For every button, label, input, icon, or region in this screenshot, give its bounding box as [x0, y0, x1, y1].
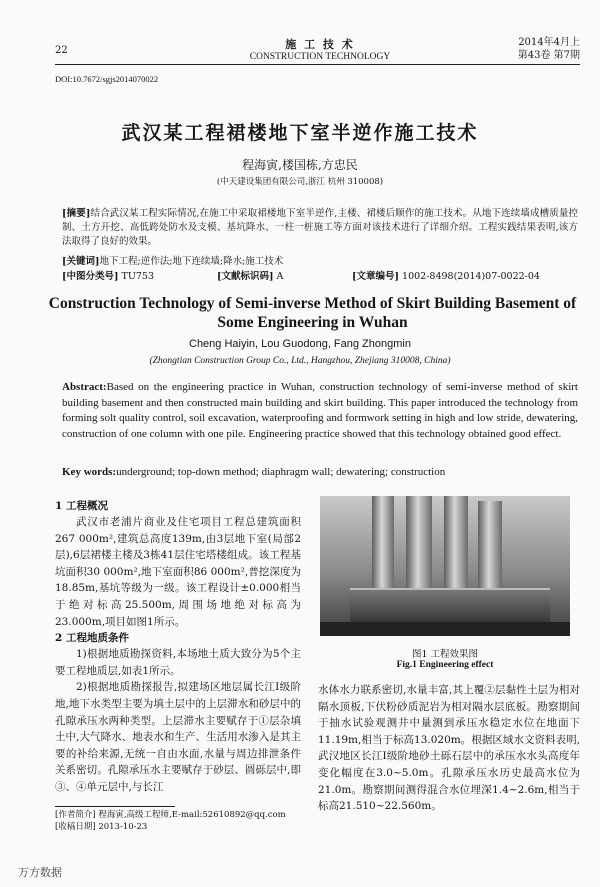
abstract-cn-label: [摘要] [62, 208, 91, 219]
abstract-cn [62, 207, 578, 250]
ground-shape [320, 622, 570, 636]
left-column [55, 498, 301, 796]
section1-text: 武汉市老浦片商业及住宅项目工程总建筑面积267 000m²,建筑总高度139m,由3层地下室(局部2层),6层裙楼主楼及3栋41层住宅塔楼组成。该工程基坑面积30 000m²,地下室面积86 000m²,普挖深度为18.85m,基坑等级为一级。该工程设计±0.000相当于绝对标高25.500m,周围场地绝对标高为23.000m,项目如图1所示。 [55, 516, 301, 628]
keywords-cn [62, 255, 578, 269]
classification-row [62, 270, 578, 284]
section2-heading: 2 工程地质条件 [55, 632, 129, 645]
abstract-en-text: Based on the engineering practice in Wuhan, construction technology of semi-inverse method of skirt building basement and then constructed main building and skirt building. This paper introduced the technology from forming solt quality control, soil excavation, waterproofing and formwork setting in high and low stride, dewatering, construction of one column with one pile. Engineering practice showed that this technology obtained good effect. [62, 381, 578, 440]
figure-caption-en: Fig.1 Engineering effect [396, 660, 494, 670]
keywords-en-text: underground; top-down method; diaphragm wall; dewatering; construction [116, 466, 446, 478]
figure-caption-cn: 图1 工程效果图 [411, 649, 479, 660]
podium-shape [350, 588, 550, 626]
journal-name-cn: 施 工 技 术 [285, 38, 355, 51]
footnote-author: [作者简介] 程海寅,高级工程师,E-mail:52610892@qq.com [55, 810, 286, 820]
article-no-value: 1002-8498(2014)07-0022-04 [402, 271, 540, 282]
keywords-cn-label: [关键词] [62, 256, 100, 267]
keywords-en-label: Key words: [62, 466, 117, 478]
right-column-text: 水体水力联系密切,水量丰富,其上覆②层黏性土层为相对隔水顶板,下伏粉砂质泥岩为相对隔水层底板。勘察期间于抽水试验观测井中量测到承压水稳定水位在地面下11.19m,相当于标高13.020m。根据区域水文资料表明,武汉地区长江Ⅰ级阶地砂土砾石层中的承压水水头高度年变化幅度在3.0~5.0m。孔隙承压水历史最高水位为21.0m。勘察期间测得混合水位埋深1.4~2.6m,相当于标高21.510~22.560m。 [318, 684, 580, 813]
footnote-received: [收稿日期] 2013-10-23 [55, 822, 148, 832]
abstract-en [62, 380, 578, 442]
section2-item2: 2)根据地质勘探报告,拟建场区地层属长江Ⅰ级阶地,地下水类型主要为填土层中的上层滞水和砂层中的孔隙承压水两种类型。上层滞水主要赋存于①层杂填土中,大气降水、地表水和生产、生活用水渗入是其主要的补给来源,无统一自由水面,水量与周边排泄条件关系密切。孔隙承压水主要赋存于砂层、圆砾层中,即③、④单元层中,与长江 [55, 681, 301, 793]
watermark: 万方数据 [18, 866, 62, 879]
section2-item1: 1)根据地质勘探资料,本场地土质大致分为5个主要工程地质层,如表1所示。 [55, 648, 301, 677]
header-rule [55, 64, 580, 65]
journal-name-en: CONSTRUCTION TECHNOLOGY [249, 52, 391, 62]
article-no-label: [文章编号] [352, 271, 399, 282]
authors-en: Cheng Haiyin, Lou Guodong, Fang Zhongmin [189, 338, 411, 350]
doc-code-label: [文献标识码] [217, 271, 274, 282]
keywords-en [62, 465, 578, 481]
section1-heading: 1 工程概况 [55, 500, 108, 512]
keywords-cn-text: 地下工程;逆作法;地下连续墙;降水;施工技术 [99, 256, 284, 267]
volume-issue: 第43卷 第7期 [517, 50, 580, 61]
page-number: 22 [55, 45, 68, 56]
clc-value: TU753 [121, 271, 155, 282]
clc-label: [中图分类号] [62, 271, 119, 282]
abstract-en-label: Abstract: [62, 381, 107, 393]
authors-cn: 程海寅,楼国栋,方忠民 [242, 158, 358, 172]
title-en: Construction Technology of Semi-inverse Method of Skirt Building Basement of Some Engineering in Wuhan [48, 295, 577, 331]
doc-code-value: A [276, 271, 284, 282]
affiliation-cn: (中天建设集团有限公司,浙江 杭州 310008) [216, 177, 384, 187]
footnote-rule [55, 806, 175, 807]
affiliation-en: (Zhongtian Construction Group Co., Ltd., Hangzhou, Zhejiang 310008, China) [149, 356, 451, 366]
title-cn: 武汉某工程裙楼地下室半逆作施工技术 [121, 122, 479, 144]
issue-date: 2014年4月上 [518, 37, 580, 48]
figure-1-image [320, 496, 570, 636]
issue-info [470, 36, 580, 62]
journal-header [200, 36, 440, 62]
abstract-cn-text: 结合武汉某工程实际情况,在施工中采取裙楼地下室半逆作,主楼、裙楼后顺作的施工技术。从地下连续墙成槽质量控制、土方开挖、高低跨处防水及支模、基坑降水、一柱一桩施工等方面对该技术进行了详细介绍。工程实践结果表明,该方法取得了良好的效果。 [62, 208, 578, 248]
doi: DOI:10.7672/sgjs2014070022 [55, 74, 159, 84]
